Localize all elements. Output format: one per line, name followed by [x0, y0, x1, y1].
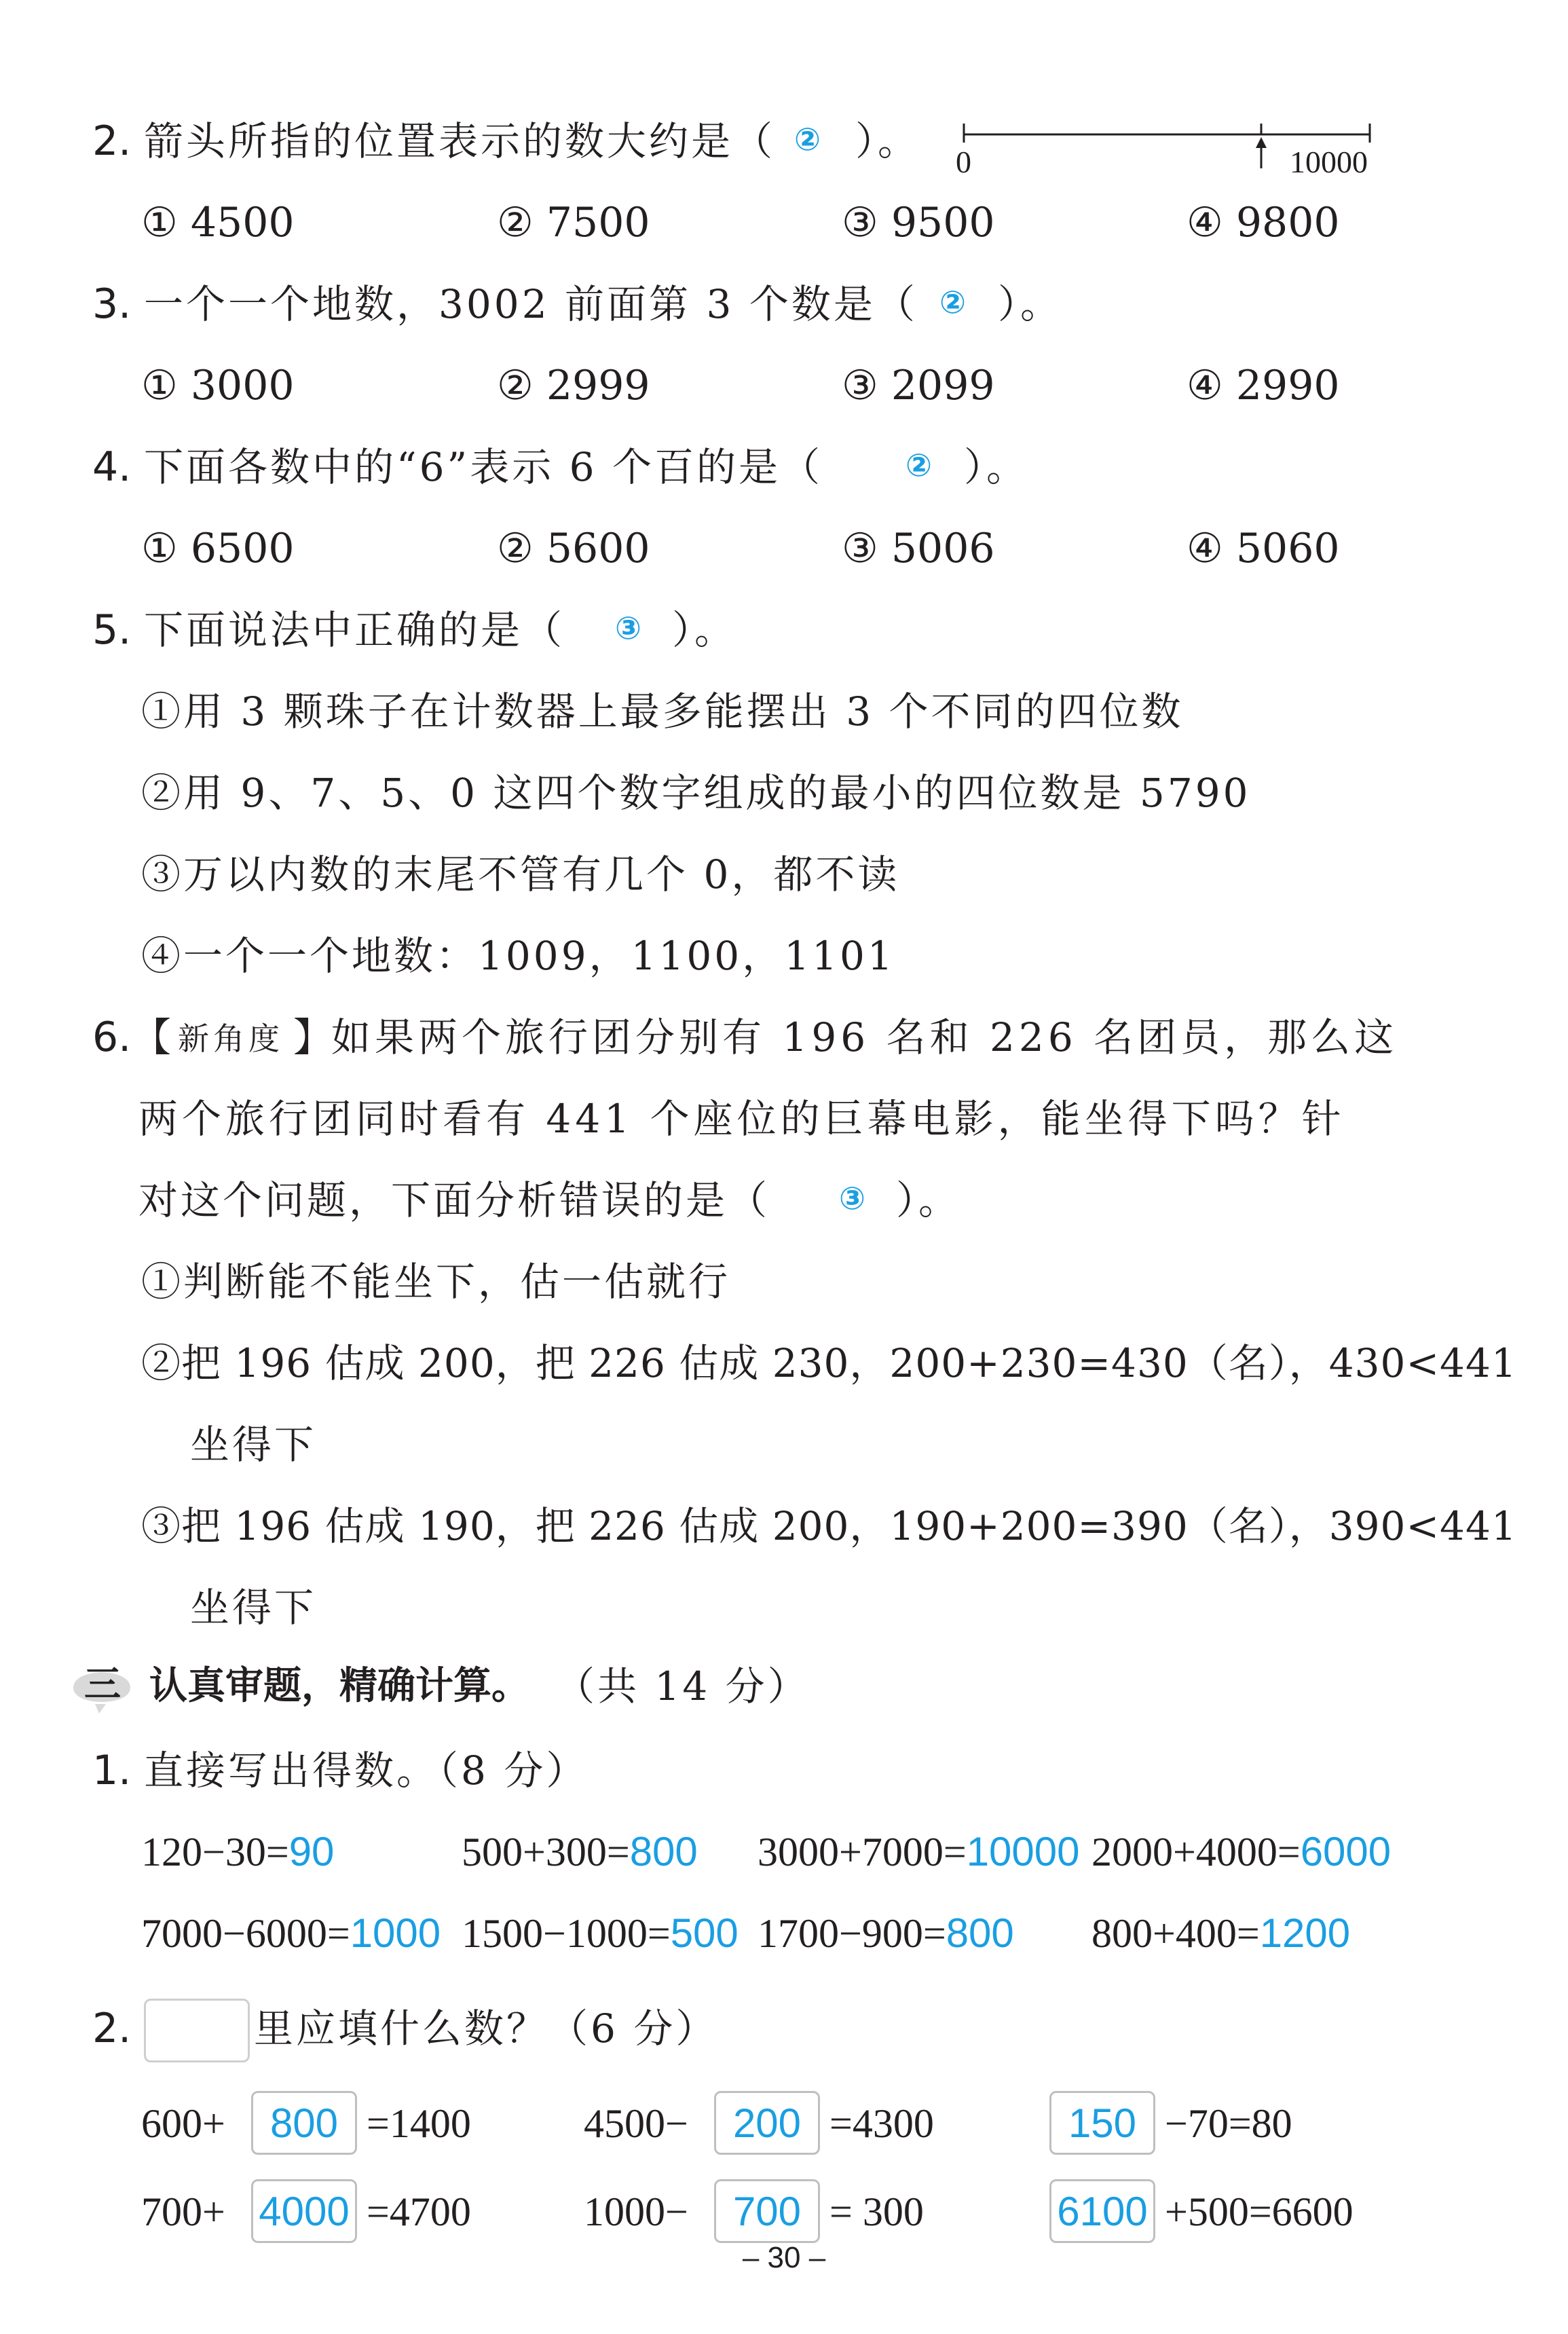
fill-1-1-pre: 600+ [141, 2101, 225, 2146]
q2-text: 箭头所指的位置表示的数大约是（ [144, 118, 776, 164]
q3-option-4: ④ 2990 [1187, 362, 1340, 409]
q6-statement-3: ③把 196 估成 190，把 226 估成 200，190+200=390（名），390<441 [141, 1503, 1517, 1549]
q6-answer: ③ [839, 1180, 865, 1217]
q5-number: 5. [92, 606, 132, 654]
q2-end: ）。 [855, 118, 920, 164]
calc-answer: 10000 [966, 1829, 1080, 1874]
q4-end: ）。 [964, 444, 1029, 490]
q6-statement-2: ②把 196 估成 200，把 226 估成 230，200+230=430（名），430<441 [141, 1340, 1517, 1386]
q4-answer: ② [906, 447, 932, 483]
q4-option-1: ① 6500 [141, 525, 295, 572]
q6-line-1: 如果两个旅行团分别有 196 名和 226 名团员，那么这 [331, 1014, 1398, 1060]
section-title: 认真审题，精确计算。 [149, 1664, 529, 1708]
p1-number: 1. [92, 1747, 132, 1794]
answer-box: 200 [714, 2091, 820, 2155]
fill-2-1-post: =4700 [367, 2189, 471, 2234]
fill-2-3-post: +500=6600 [1165, 2189, 1354, 2234]
calc-answer: 1200 [1259, 1910, 1351, 1956]
number-line-start: 0 [956, 145, 971, 179]
empty-box-icon [144, 1999, 250, 2062]
answer-box: 800 [251, 2091, 357, 2155]
q2-number: 2. [92, 117, 132, 165]
calc-answer: 1000 [350, 1910, 441, 1956]
fill-2-2-post: = 300 [829, 2189, 924, 2234]
q4-option-4: ④ 5060 [1187, 525, 1340, 572]
p2-number: 2. [92, 2005, 132, 2052]
q6-statement-1: ①判断能不能坐下，估一估就行 [141, 1259, 731, 1305]
q3-number: 3. [92, 280, 132, 328]
fill-1-2-pre: 4500− [584, 2101, 688, 2146]
q3-answer: ② [939, 284, 966, 320]
q4-option-2: ② 5600 [497, 525, 650, 572]
q5-text: 下面说法中正确的是（ [144, 607, 565, 653]
fill-1-2-post: =4300 [829, 2101, 934, 2146]
q2-option-3: ③ 9500 [842, 199, 995, 246]
calc-2-3: 1700−900=800 [758, 1910, 1014, 1956]
q6-statement-2-cont: 坐得下 [190, 1422, 317, 1468]
q6-number: 6. [92, 1014, 132, 1061]
p2-text: 里应填什么数？（6 分） [254, 2005, 718, 2052]
q4-text: 下面各数中的“6”表示 6 个百的是（ [144, 444, 823, 490]
answer-box: 700 [714, 2179, 820, 2243]
calc-answer: 800 [946, 1910, 1014, 1956]
calc-1-4: 2000+4000=6000 [1091, 1829, 1392, 1874]
q5-statement-4: ④一个一个地数：1009，1100，1101 [141, 933, 895, 979]
q6-line-3: 对这个问题，下面分析错误的是（ [138, 1177, 770, 1223]
q6-end: ）。 [896, 1177, 961, 1223]
calc-answer: 90 [288, 1829, 335, 1874]
q3-option-2: ② 2999 [497, 362, 650, 409]
answer-box: 150 [1049, 2091, 1155, 2155]
q6-tag-close: 】 [293, 1014, 336, 1060]
calc-2-2: 1500−1000=500 [462, 1910, 739, 1956]
page-number: – 30 – [742, 2241, 826, 2274]
q4-number: 4. [92, 443, 132, 491]
q3-end: ）。 [998, 281, 1063, 327]
answer-box: 6100 [1049, 2179, 1155, 2243]
q5-statement-2: ②用 9、7、5、0 这四个数字组成的最小的四位数是 5790 [141, 770, 1251, 816]
q2-option-4: ④ 9800 [1187, 199, 1340, 246]
fill-2-2-pre: 1000− [584, 2189, 688, 2234]
calc-1-3: 3000+7000=10000 [758, 1829, 1080, 1874]
q4-option-3: ③ 5006 [842, 525, 995, 572]
q2-answer: ② [794, 121, 821, 158]
number-line-end: 10000 [1290, 145, 1368, 179]
fill-1-3-post: −70=80 [1165, 2101, 1292, 2146]
q5-statement-3: ③万以内数的末尾不管有几个 0，都不读 [141, 851, 900, 897]
calc-2-4: 800+400=1200 [1091, 1910, 1351, 1956]
fill-1-1-post: =1400 [367, 2101, 471, 2146]
calc-2-1: 7000−6000=1000 [141, 1910, 441, 1956]
answer-box: 4000 [251, 2179, 357, 2243]
section-badge-label: 三 [84, 1663, 121, 1705]
q6-tag: 新角度 [178, 1020, 284, 1057]
fill-2-1-pre: 700+ [141, 2189, 225, 2234]
section-score: （共 14 分） [555, 1663, 810, 1709]
calc-1-1: 120−30=90 [141, 1829, 335, 1874]
q2-option-1: ① 4500 [141, 199, 295, 246]
q5-answer: ③ [615, 610, 641, 646]
q3-text: 一个一个地数，3002 前面第 3 个数是（ [144, 281, 918, 327]
q3-option-1: ① 3000 [141, 362, 295, 409]
q3-option-3: ③ 2099 [842, 362, 995, 409]
calc-answer: 6000 [1300, 1829, 1392, 1874]
section-badge [68, 1656, 136, 1714]
q6-line-2: 两个旅行团同时看有 441 个座位的巨幕电影，能坐得下吗？针 [138, 1096, 1345, 1142]
q5-end: ）。 [672, 607, 737, 653]
q5-statement-1: ①用 3 颗珠子在计数器上最多能摆出 3 个不同的四位数 [141, 688, 1184, 735]
q2-option-2: ② 7500 [497, 199, 650, 246]
calc-answer: 500 [670, 1910, 739, 1956]
calc-answer: 800 [629, 1829, 698, 1874]
calc-1-2: 500+300=800 [462, 1829, 698, 1874]
q6-tag-open: 【 [132, 1014, 174, 1060]
q6-statement-3-cont: 坐得下 [190, 1585, 317, 1631]
p1-text: 直接写出得数。（8 分） [144, 1747, 589, 1794]
